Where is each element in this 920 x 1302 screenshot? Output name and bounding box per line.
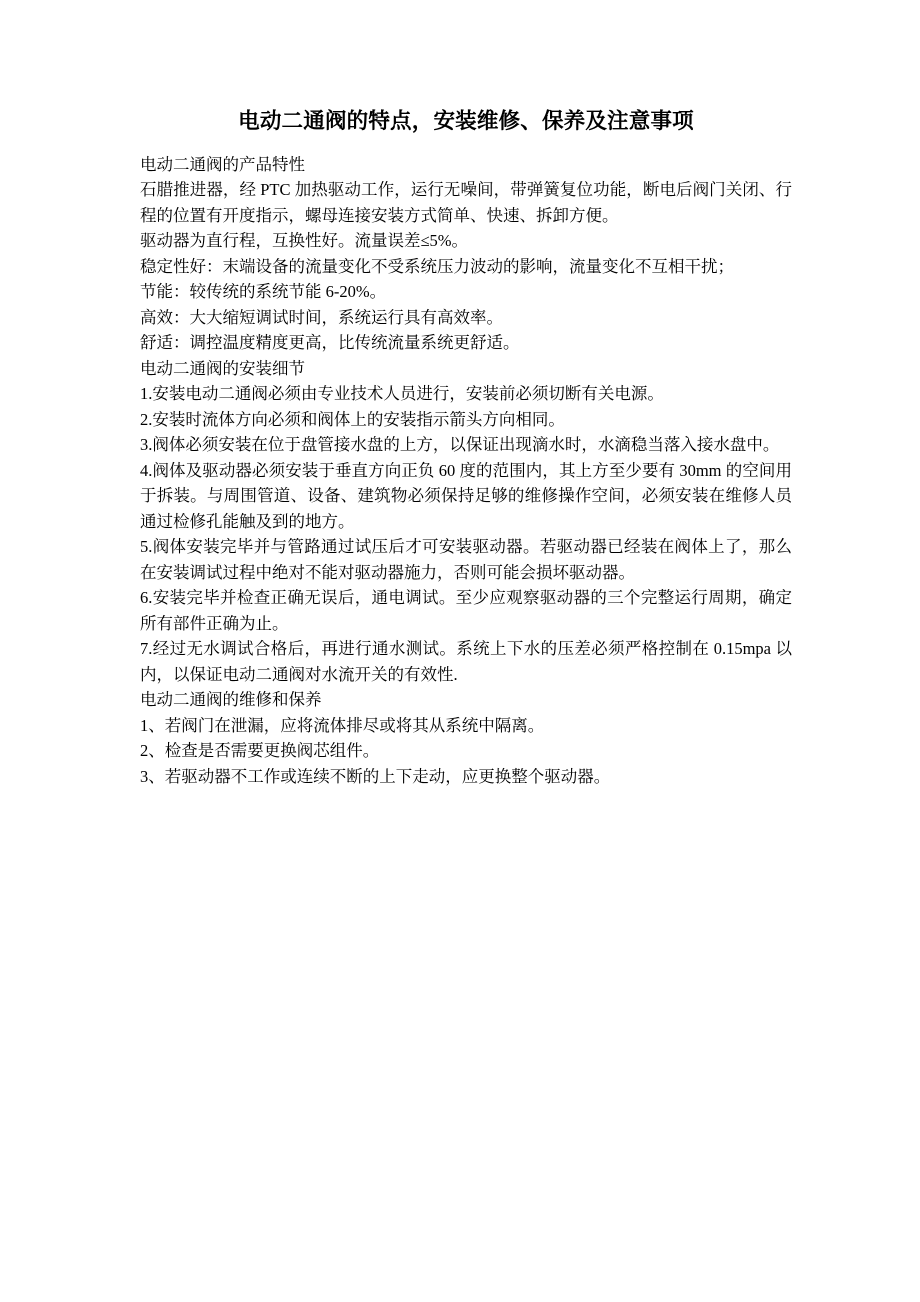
paragraph: 石腊推进器，经 PTC 加热驱动工作，运行无噪间，带弹簧复位功能，断电后阀门关闭、行程的位置有开度指示，螺母连接安装方式简单、快速、拆卸方便。	[140, 180, 792, 225]
paragraph: 舒适：调控温度精度更高，比传统流量系统更舒适。	[140, 333, 520, 353]
document-body	[140, 152, 792, 790]
paragraph: 电动二通阀的产品特性	[140, 154, 305, 174]
paragraph: 7.经过无水调试合格后，再进行通水测试。系统上下水的压差必须严格控制在 0.15mpa 以内，以保证电动二通阀对水流开关的有效性.	[140, 639, 792, 684]
paragraph: 1.安装电动二通阀必须由专业技术人员进行，安装前必须切断有关电源。	[140, 384, 664, 404]
paragraph: 稳定性好：末端设备的流量变化不受系统压力波动的影响，流量变化不互相干扰；	[140, 256, 734, 276]
paragraph: 3.阀体必须安装在位于盘管接水盘的上方，以保证出现滴水时，水滴稳当落入接水盘中。	[140, 435, 780, 455]
paragraph: 高效：大大缩短调试时间，系统运行具有高效率。	[140, 307, 503, 327]
page-title: 电动二通阀的特点，安装维修、保养及注意事项	[238, 109, 694, 133]
paragraph: 节能：较传统的系统节能 6-20%。	[140, 282, 387, 302]
paragraph: 4.阀体及驱动器必须安装于垂直方向正负 60 度的范围内，其上方至少要有 30mm 的空间用于拆装。与周围管道、设备、建筑物必须保持足够的维修操作空间，必须安装在维修人员通过检修孔能触及到的地方。	[140, 460, 792, 531]
paragraph: 6.安装完毕并检查正确无误后，通电调试。至少应观察驱动器的三个完整运行周期，确定所有部件正确为止。	[140, 588, 792, 633]
paragraph: 电动二通阀的维修和保养	[140, 690, 322, 710]
paragraph: 5.阀体安装完毕并与管路通过试压后才可安装驱动器。若驱动器已经装在阀体上了，那么在安装调试过程中绝对不能对驱动器施力，否则可能会损坏驱动器。	[140, 537, 792, 582]
paragraph: 驱动器为直行程，互换性好。流量误差≤5%。	[140, 231, 469, 251]
paragraph: 2、检查是否需要更换阀芯组件。	[140, 741, 380, 761]
paragraph: 电动二通阀的安装细节	[140, 358, 305, 378]
paragraph: 1、若阀门在泄漏，应将流体排尽或将其从系统中隔离。	[140, 715, 545, 735]
paragraph: 3、若驱动器不工作或连续不断的上下走动，应更换整个驱动器。	[140, 766, 611, 786]
paragraph: 2.安装时流体方向必须和阀体上的安装指示箭头方向相同。	[140, 409, 565, 429]
